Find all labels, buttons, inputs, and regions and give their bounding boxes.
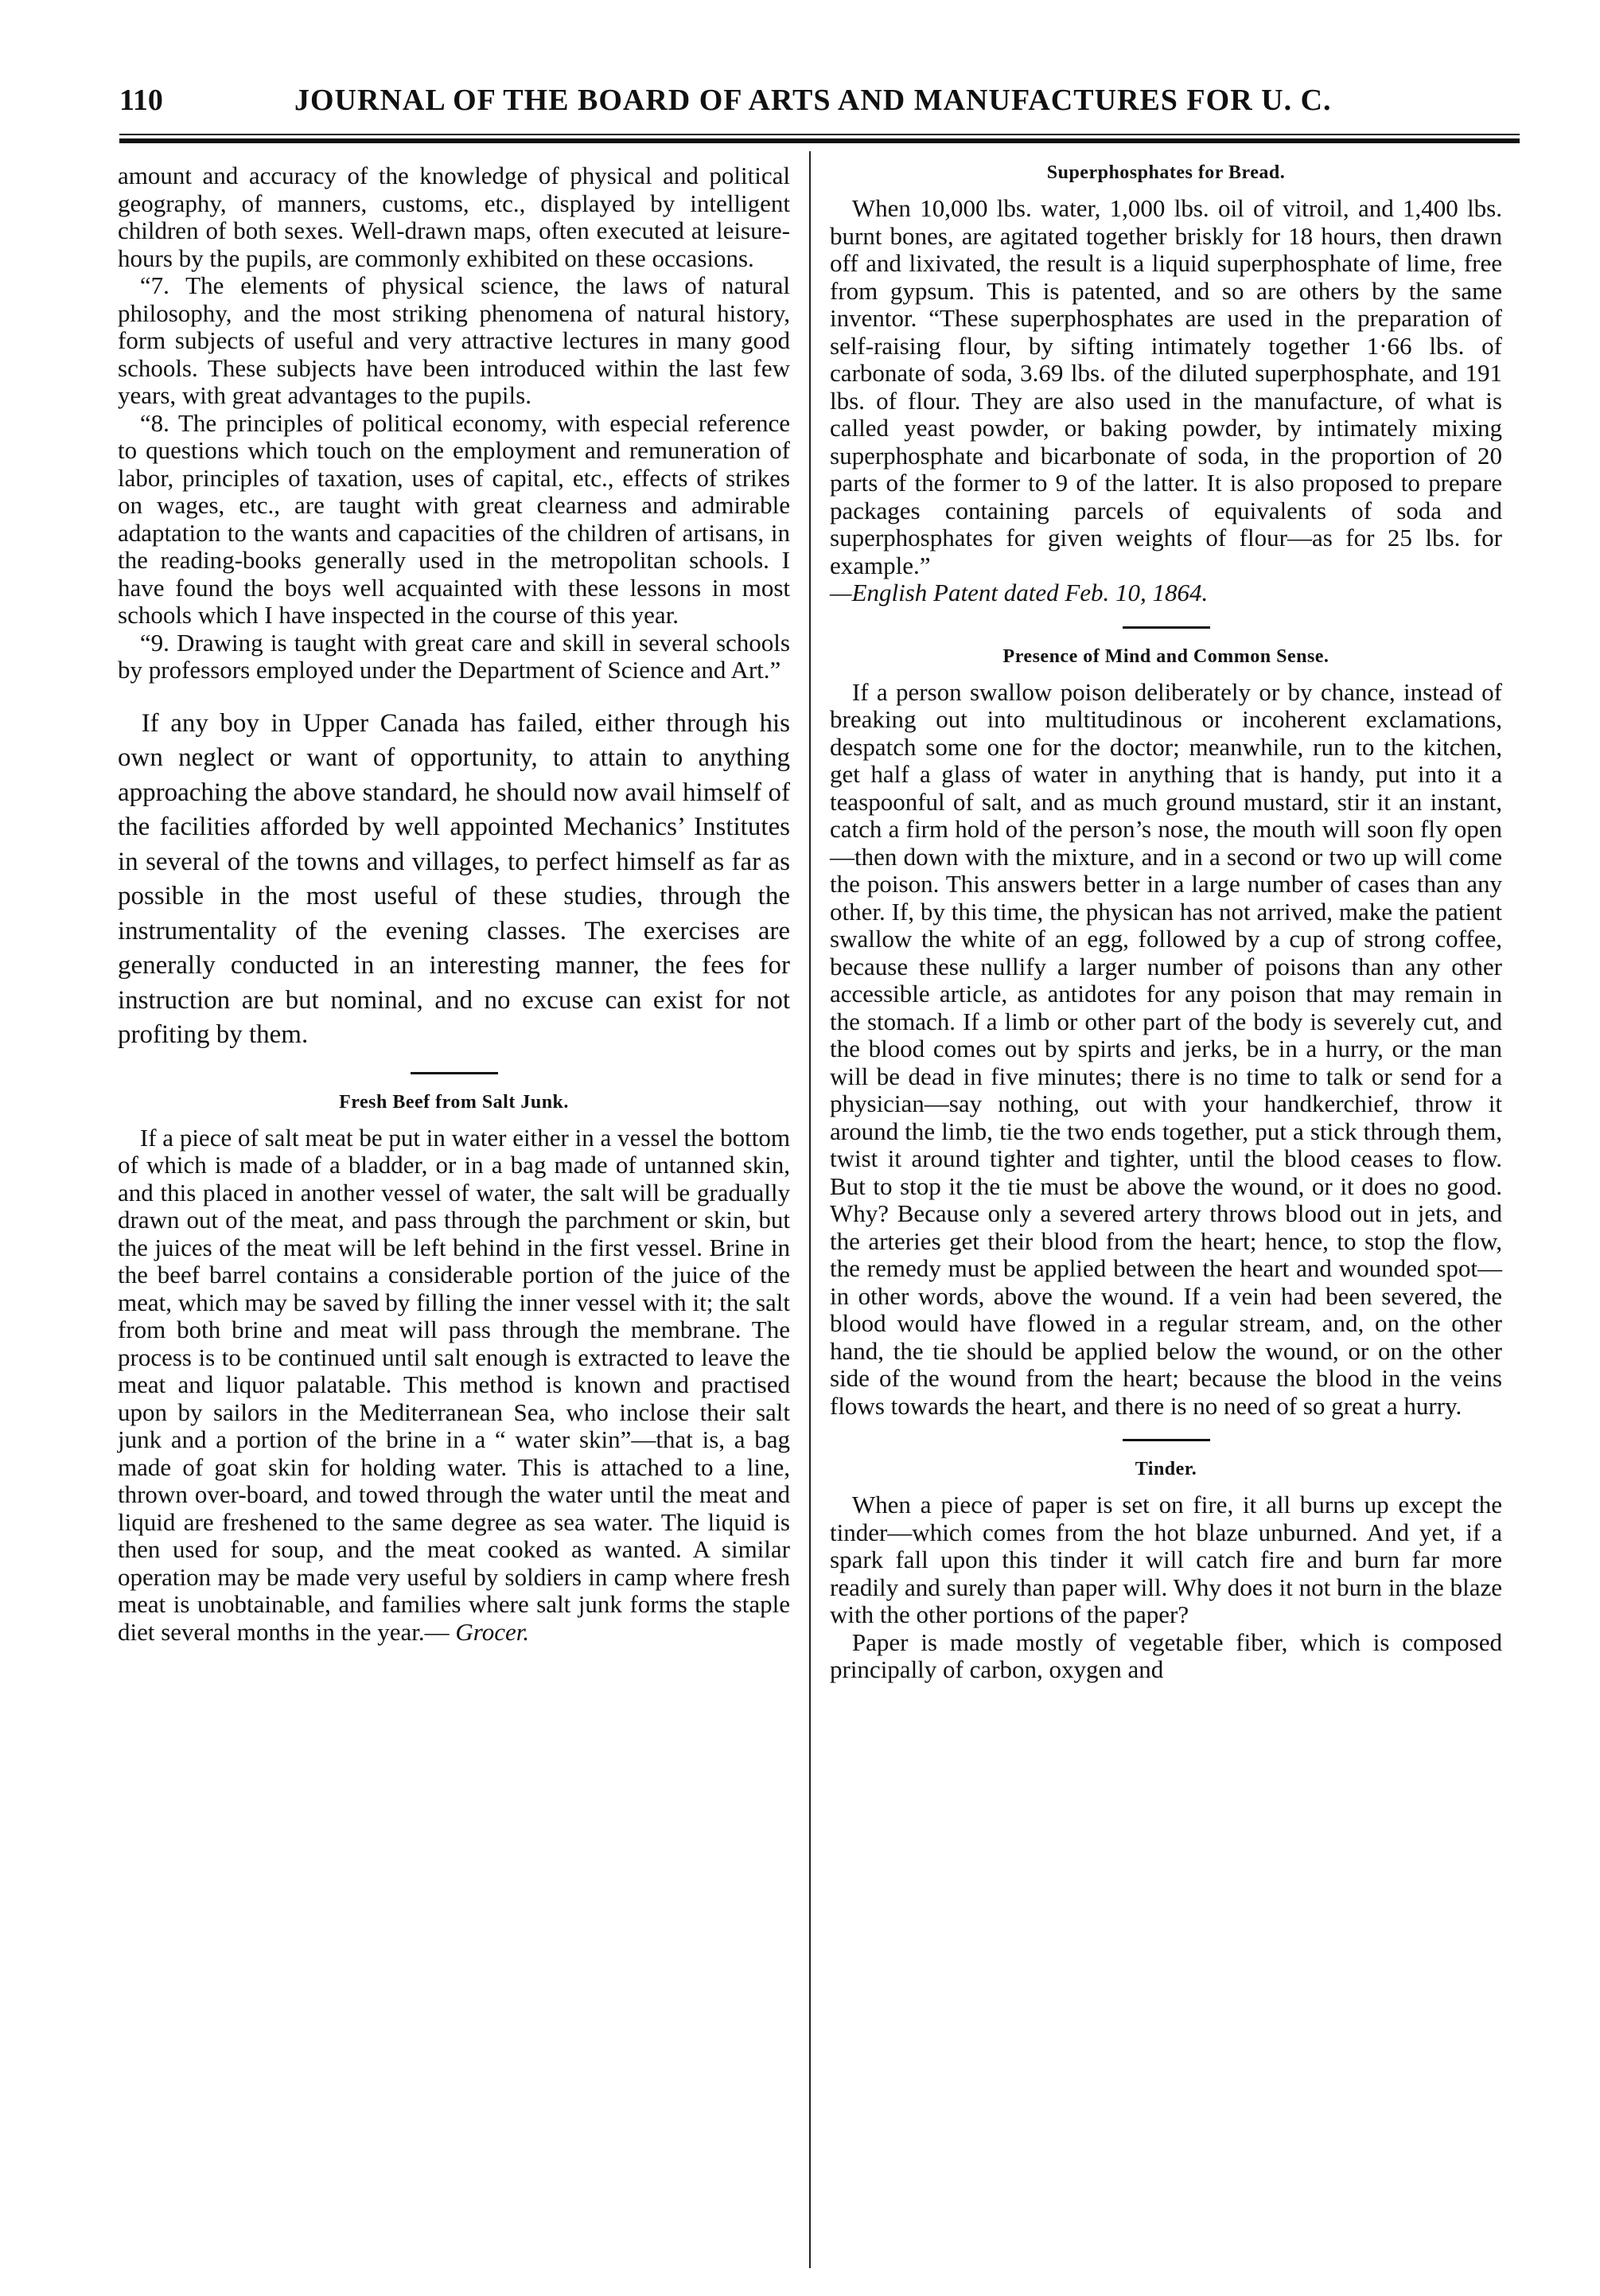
paragraph-presence-of-mind: If a person swallow poison deliberately or by chance, instead of breaking out into multitudinous or incoherent exclamations, despatch some one for the doctor; meanwhile, run to the kitchen, get half a glass of water in anything that is handy, put into it a teaspoonful of salt, and as much ground mustard, stir it an instant, catch a firm hold of the person’s nose, the mouth will soon fly open—then down with the mixture, and in a second or two up will come the poison. This answers better in a large number of cases than any other. If, by this time, the physican has not arrived, make the patient swallow the white of an egg, followed by a cup of strong coffee, because these nullify a larger number of poisons than any other accessible article, as antidotes for any poison that may remain in the stomach. If a limb or other part of the body is severely cut, and the blood comes out by spirts and jerks, be in a hurry, or the man will be dead in five minutes; there is no time to talk or send for a physician—say nothing, out with your handkerchief, throw it around the limb, tie the two ends together, put a stick through them, twist it around tighter and tighter, until the blood ceases to flow. But to stop it the tie must be above the wound, or it does no good. Why? Because only a severed artery throws blood out in jets, and the arteries get their blood from the heart; hence, to stop the flow, the remedy must be applied between the heart and wounded spot—in other words, above the wound. If a vein had been severed, the blood would have flowed in a regular stream, and, on the other hand, the tie should be applied below the wound, or on the other side of the wound from the heart; because the blood in the veins flows towards the heart, and there is no need of so great a hurry.: [830, 677, 1502, 1420]
paragraph-drawing: “9. Drawing is taught with great care and skill in several schools by professors employed under the Department of Science and Art.”: [118, 628, 790, 684]
section-separator: [411, 1072, 498, 1074]
fresh-beef-source: Grocer.: [455, 1617, 530, 1646]
heading-tinder: Tinder.: [1135, 1459, 1197, 1479]
heading-superphosphates: Superphosphates for Bread.: [1046, 162, 1286, 183]
paragraph-geography-continued: amount and accuracy of the knowledge of physical and political geography, of manners, customs, etc., displayed by intelligent children of both sexes. Well-drawn maps, often executed at leisure-hours by the pupils, are commonly exhibited on these occasions.: [118, 162, 790, 272]
running-title: JOURNAL OF THE BOARD OF ARTS AND MANUFACTURES FOR U. C.: [294, 84, 1332, 117]
heading-fresh-beef: Fresh Beef from Salt Junk.: [339, 1091, 569, 1113]
page-number: 110: [119, 84, 163, 117]
section-separator: [1123, 1439, 1210, 1441]
right-column: [830, 162, 1502, 1684]
header-rule-thin: [119, 134, 1520, 135]
paragraph-fresh-beef: [118, 1125, 790, 1647]
column-divider: [809, 151, 811, 2268]
section-separator: [1123, 626, 1210, 629]
paragraph-political-economy: “8. The principles of political economy, with especial reference to questions which touch on the employment and remuneration of labor, principles of taxation, uses of capital, etc., effects of strikes on wages, etc., are taught with great clearness and admirable adaptation to the wants and capacities of the children of artisans, in the reading-books generally used in the metropolitan schools. I have found the boys well acquainted with these lessons in most schools which I have inspected in the course of this year.: [118, 408, 790, 629]
superphosphates-source: —English Patent dated Feb. 10, 1864.: [830, 579, 1209, 606]
header-rule-thick: [119, 138, 1520, 143]
paragraph-superphosphates: When 10,000 lbs. water, 1,000 lbs. oil of vitroil, and 1,400 lbs. burnt bones, are agitated together briskly for 18 hours, then drawn off and lixivated, the result is a liquid superphosphate of lime, free from gypsum. This is patented, and so are others by the same inventor. “These superphosphates are used in the preparation of self-raising flour, by sifting intimately together 1·66 lbs. of carbonate of soda, 3.69 lbs. of the diluted superphosphate, and 191 lbs. of flour. They are also used in the manufacture, of what is called yeast powder, or baking powder, by intimately mixing superphosphate and bicarbonate of soda, in the proportion of 20 parts of the former to 9 of the latter. It is also proposed to prepare packages containing parcels of equivalents of soda and superphosphates for given weights of flour—as for 25 lbs. for example.”: [830, 194, 1502, 579]
paragraph-tinder: When a piece of paper is set on fire, it all burns up except the tinder—which comes from the hot blaze unburned. And yet, if a spark fall upon this tinder it will catch fire and burn far more readily and surely than paper will. Why does it not burn in the blaze with the other portions of the paper?: [830, 1491, 1502, 1628]
heading-presence-of-mind: Presence of Mind and Common Sense.: [1002, 645, 1329, 667]
left-column: [118, 162, 790, 1646]
paragraph-paper-fiber: Paper is made mostly of vegetable fiber, which is composed principally of carbon, oxygen and: [830, 1627, 1502, 1683]
page-header: [119, 83, 1520, 131]
paragraph-upper-canada: If any boy in Upper Canada has failed, either through his own neglect or want of opportunity, to attain to anything approaching the above standard, he should now avail himself of the facilities afforded by well appointed Mechanics’ Institutes in several of the towns and villages, to perfect himself as far as possible in the most useful of these studies, through the instrumentality of the evening classes. The exercises are generally conducted in an interesting manner, the fees for instruction are but nominal, and no excuse can exist for not profiting by them.: [118, 708, 790, 1049]
fresh-beef-text: If a piece of salt meat be put in water either in a vessel the bottom of which is made of a bladder, or in a bag made of untanned skin, and this placed in another vessel of water, the salt will be gradually drawn out of the meat, and pass through the parchment or skin, but the juices of the meat will be left behind in the first vessel. Brine in the beef barrel contains a considerable portion of the juice of the meat, which may be saved by filling the inner vessel with it; the salt from both brine and meat will pass through the membrane. The process is to be continued until salt enough is extracted to leave the meat and liquor palatable. This method is known and practised upon by sailors in the Mediterranean Sea, who inclose their salt junk and a portion of the brine in a “ water skin”—that is, a bag made of goat skin for holding water. This is attached to a line, thrown over-board, and towed through the water until the meat and liquid are freshened to the same degree as sea water. The liquid is then used for soup, and the meat cooked as wanted. A similar operation may be made very useful by soldiers in camp where fresh meat is unobtainable, and families where salt junk forms the staple diet several months in the year.—: [118, 1123, 790, 1646]
paragraph-physical-science: “7. The elements of physical science, the laws of natural philosophy, and the most striking phenomena of natural history, form subjects of useful and very attractive lectures in many good schools. These subjects have been introduced within the last few years, with great advantages to the pupils.: [118, 271, 790, 409]
